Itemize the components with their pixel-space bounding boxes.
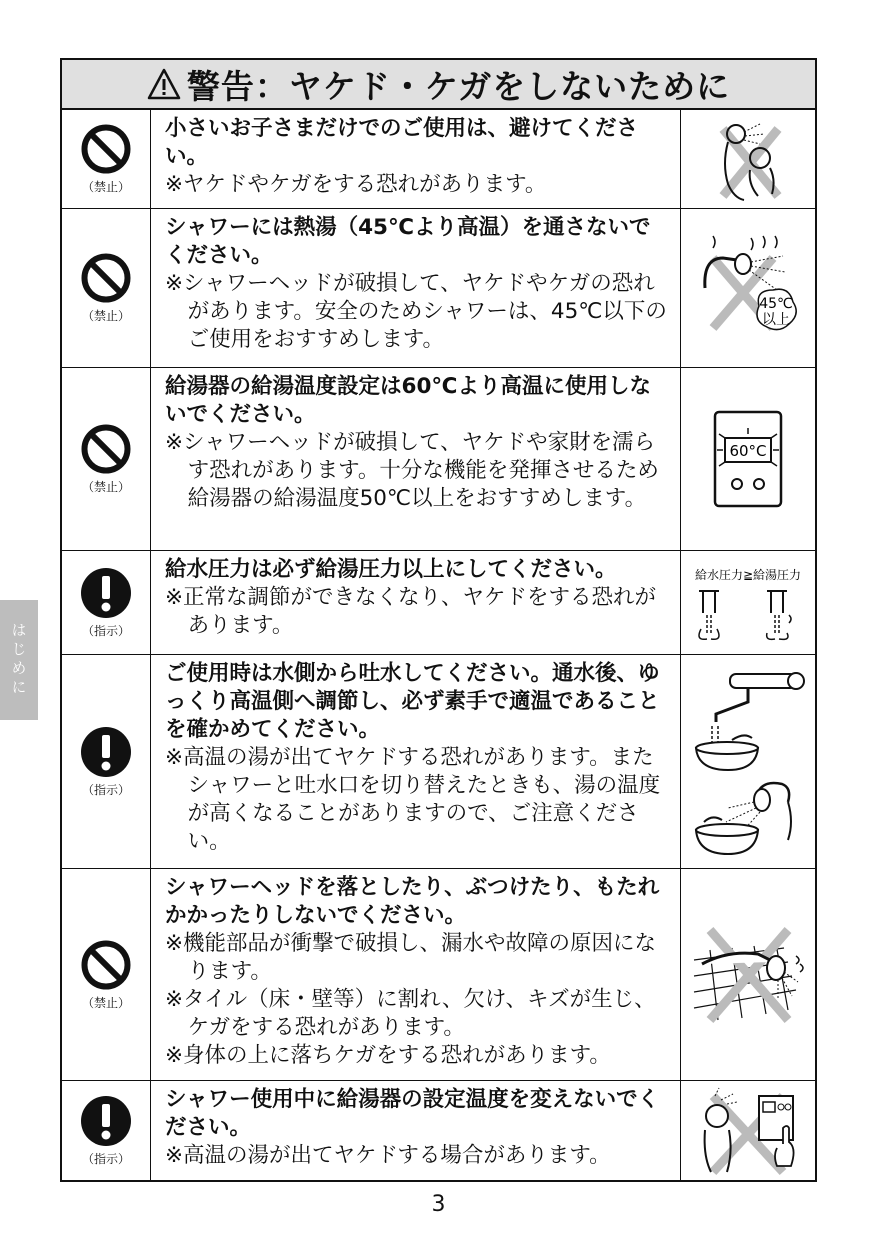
icon-label: （指示） [81, 623, 130, 638]
prohibition-icon [80, 252, 132, 304]
illustration-label: 給水圧力≧給湯圧力 [694, 567, 802, 582]
dropped-shower-illustration [688, 920, 808, 1030]
warning-text: シャワー使用中に給湯器の設定温度を変えないでください。 [165, 1087, 660, 1140]
page-number: 3 [431, 1192, 446, 1217]
warning-text: 給湯器の給湯温度設定は60℃より高温に使用しないでください。 [165, 374, 651, 427]
person-panel-illustration [693, 1086, 803, 1176]
note-text: ※ヤケドやケガをする恐れがあります。 [165, 172, 547, 197]
water-heater-illustration [703, 404, 793, 514]
child-shower-illustration [698, 114, 798, 204]
note-text: ※シャワーヘッドが破損して、ヤケドや家財を濡らす恐れがあります。十分な機能を発揮させるため給湯器の給湯温度50℃以上をおすすめします。 [165, 430, 659, 511]
section-side-tab: はじめに [0, 600, 38, 720]
note-text: ※シャワーヘッドが破損して、ヤケドやケガの恐れがあります。安全のためシャワーは、45℃以下のご使用をおすすめします。 [165, 271, 667, 352]
note-text: ※タイル（床・壁等）に割れ、欠け、キズが生じ、ケガをする恐れがあります。 [165, 987, 656, 1040]
warning-text: シャワーヘッドを落としたり、ぶつけたり、もたれかかったりしないでください。 [165, 875, 660, 928]
note-text: ※高温の湯が出てヤケドする場合があります。 [165, 1143, 611, 1168]
warning-text: ご使用時は水側から吐水してください。通水後、ゆっくり高温側へ調節し、必ず素手で適温であることを確かめてください。 [165, 661, 660, 742]
faucet-hand-illustration [688, 662, 808, 862]
illustration-label: 以上 [762, 312, 790, 328]
warning-row [62, 655, 815, 869]
warning-triangle-icon [147, 68, 181, 100]
icon-label: （指示） [81, 1151, 130, 1166]
prohibition-icon [80, 123, 132, 175]
icon-label: （禁止） [81, 309, 130, 323]
warning-row [62, 551, 815, 655]
icon-label: （指示） [81, 782, 130, 797]
instruction-icon [80, 567, 132, 619]
warning-row [62, 869, 815, 1081]
warning-text: 給水圧力は必ず給湯圧力以上にしてください。 [165, 557, 617, 582]
warning-row [62, 368, 815, 551]
icon-label: （禁止） [81, 480, 130, 494]
warning-title: 警告：ヤケド・ケガをしないために [186, 66, 731, 106]
note-text: ※機能部品が衝撃で破損し、漏水や故障の原因になります。 [165, 931, 657, 984]
warning-table [60, 58, 817, 1182]
note-text: ※高温の湯が出てヤケドする恐れがあります。またシャワーと吐水口を切り替えたときも、湯の温度が高くなることがありますので、ご注意ください。 [165, 745, 661, 854]
prohibition-icon [80, 939, 132, 991]
illustration-label: 60°C [729, 442, 767, 460]
pressure-illustration [685, 563, 811, 643]
illustration-label: 45℃ [759, 296, 793, 312]
prohibition-icon [80, 423, 132, 475]
note-text: ※身体の上に落ちケガをする恐れがあります。 [165, 1043, 611, 1068]
warning-row [62, 1081, 815, 1180]
note-text: ※正常な調節ができなくなり、ヤケドをする恐れがあります。 [165, 585, 657, 638]
warning-text: 小さいお子さまだけでのご使用は、避けてください。 [165, 116, 639, 169]
hot-shower-illustration [693, 228, 803, 348]
icon-label: （禁止） [81, 180, 130, 194]
instruction-icon [80, 726, 132, 778]
warning-row [62, 110, 815, 209]
warning-row [62, 209, 815, 368]
warning-header [62, 60, 815, 110]
icon-label: （禁止） [81, 995, 130, 1010]
instruction-icon [80, 1095, 132, 1147]
warning-text: シャワーには熱湯（45℃より高温）を通さないでください。 [165, 215, 651, 268]
